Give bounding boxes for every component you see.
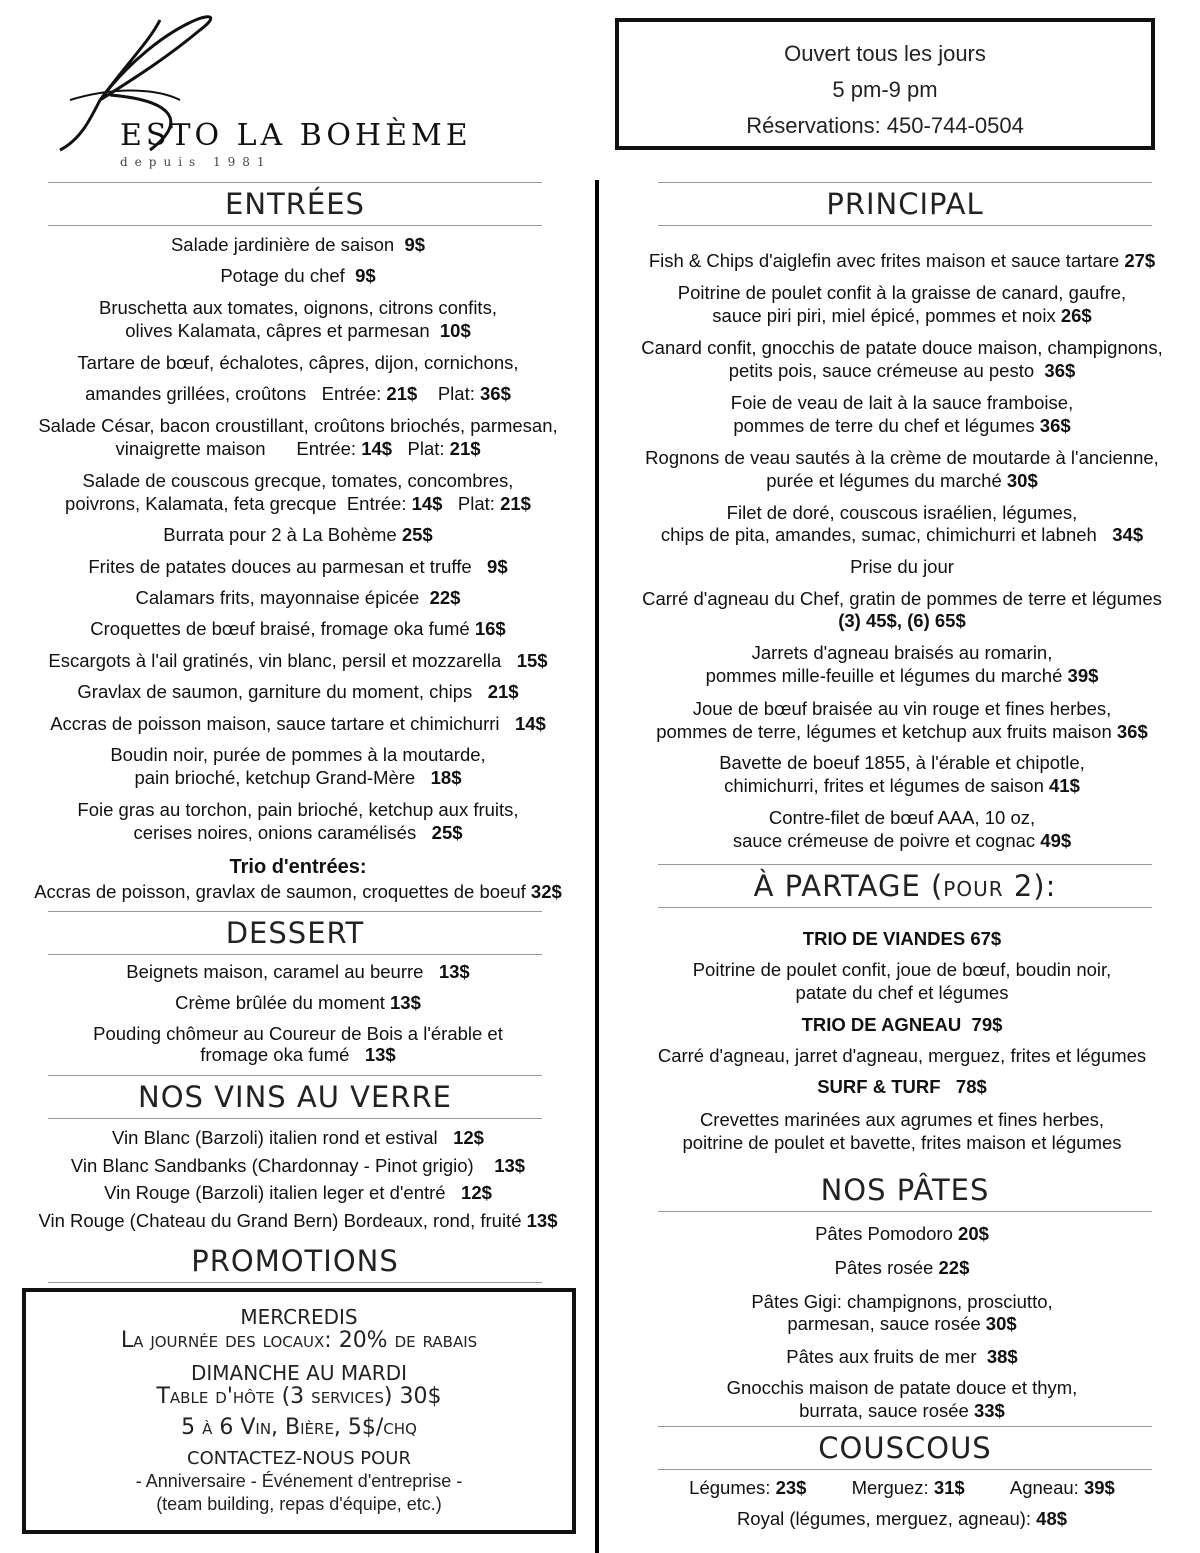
- item-price: 21$: [487, 681, 519, 702]
- item-price: 20$: [958, 1223, 989, 1244]
- item-desc: Pâtes Gigi: champignons, prosciutto,: [751, 1291, 1053, 1312]
- item-price: 25$: [401, 524, 433, 545]
- item-desc: Pâtes Pomodoro: [815, 1223, 959, 1244]
- menu-item: [604, 664, 1200, 687]
- item-desc: Gravlax de saumon, garniture du moment, chips: [77, 681, 488, 702]
- item-price: 21$: [500, 493, 531, 514]
- menu-item: [604, 1290, 1200, 1313]
- item-price: 49$: [1040, 830, 1072, 851]
- item-price: SURF & TURF 78$: [817, 1076, 987, 1097]
- item-price: 36$: [480, 383, 511, 404]
- item-desc: Bruschetta aux tomates, oignons, citrons confits,: [99, 297, 497, 318]
- item-price: 36$: [1039, 415, 1071, 436]
- item-desc: Fish & Chips d'aiglefin avec frites maison et sauce tartare: [648, 250, 1125, 271]
- item-desc: Accras de poisson maison, sauce tartare et chimichurri: [50, 713, 515, 734]
- item-price: 12$: [453, 1127, 484, 1148]
- item-price: 36$: [1116, 721, 1148, 742]
- menu-item: [0, 743, 596, 766]
- section-dessert: [48, 911, 542, 955]
- menu-item: [0, 437, 596, 460]
- item-desc: chimichurri, frites et légumes de saison: [724, 775, 1050, 796]
- item-desc: pommes mille-feuille et légumes du marché: [705, 665, 1068, 686]
- menu-item: [0, 649, 596, 672]
- item-desc: Crème brûlée du moment: [175, 992, 391, 1013]
- trio-line: [0, 880, 596, 903]
- item-price: 27$: [1124, 250, 1156, 271]
- menu-item: [604, 829, 1200, 852]
- menu-item: [0, 1209, 596, 1232]
- item-price: 22$: [938, 1257, 970, 1278]
- item-desc: Vin Blanc (Barzoli) italien rond et estival: [112, 1127, 454, 1148]
- item-price: 21$: [449, 438, 481, 459]
- menu-item: [0, 960, 596, 983]
- item-desc: Pouding chômeur au Coureur de Bois a l'érable et: [93, 1023, 503, 1044]
- trio-title: Trio d'entrées:: [229, 856, 367, 878]
- item-price: (3) 45$, (6) 65$: [838, 610, 966, 631]
- menu-item: [0, 617, 596, 640]
- couscous-line-2: [604, 1507, 1200, 1530]
- menu-item: [604, 446, 1200, 469]
- section-title: NOS VINS AU VERRE: [138, 1080, 452, 1114]
- item-price: 18$: [430, 767, 462, 788]
- logo-text: ESTO LA BOHÈME: [120, 118, 472, 153]
- item-desc: Calamars frits, mayonnaise épicée: [135, 587, 430, 608]
- item-price: 13$: [438, 961, 470, 982]
- item-desc: Salade jardinière de saison: [170, 234, 405, 255]
- logo-subtitle: depuis 1981: [120, 155, 272, 169]
- couscous-merguez-price: 31$: [933, 1477, 965, 1498]
- menu-item: [604, 1044, 1200, 1067]
- item-price: 36$: [1044, 360, 1076, 381]
- hours-reservations: Réservations: 450-744-0504: [746, 113, 1024, 138]
- item-desc: Prise du jour: [850, 556, 954, 577]
- item-price: 22$: [429, 587, 461, 608]
- item-desc: Plat:: [417, 383, 480, 404]
- menu-item: [604, 1345, 1200, 1368]
- item-price: TRIO DE AGNEAU 79$: [801, 1014, 1003, 1035]
- couscous-royal-price: 48$: [1036, 1508, 1068, 1529]
- restaurant-logo: [40, 0, 500, 178]
- menu-item: [0, 766, 596, 789]
- item-desc: Frites de patates douces au parmesan et truffe: [88, 556, 488, 577]
- item-price: 13$: [526, 1210, 558, 1231]
- menu-item: [604, 1222, 1200, 1245]
- menu-item: [0, 555, 596, 578]
- menu-item: [604, 1312, 1200, 1335]
- menu-item: [0, 382, 596, 405]
- item-desc: Vin Rouge (Chateau du Grand Bern) Bordeaux, rond, fruité: [38, 1210, 527, 1231]
- promotions-box: [22, 1288, 576, 1534]
- item-desc: Jarrets d'agneau braisés au romarin,: [751, 642, 1053, 663]
- promo-table-hote: Table d'hôte (3 services) 30$: [156, 1384, 442, 1409]
- couscous-legumes-price: 23$: [775, 1477, 807, 1498]
- menu-item: [0, 469, 596, 492]
- hours-box: [615, 18, 1155, 150]
- menu-item: [604, 1075, 1200, 1098]
- item-desc: sauce crémeuse de poivre et cognac: [732, 830, 1041, 851]
- menu-item: [604, 641, 1200, 664]
- menu-item: [0, 351, 596, 374]
- item-price: 30$: [1006, 470, 1038, 491]
- item-desc: Rognons de veau sautés à la crème de moutarde à l'ancienne,: [645, 447, 1159, 468]
- item-price: 38$: [986, 1346, 1018, 1367]
- menu-item: [604, 806, 1200, 829]
- item-desc: olives Kalamata, câpres et parmesan: [125, 320, 440, 341]
- item-desc: burrata, sauce rosée: [799, 1400, 974, 1421]
- item-desc: Burrata pour 2 à La Bohème: [163, 524, 402, 545]
- section-pates: [658, 1169, 1152, 1212]
- promo-locaux: La journée des locaux: 20% de rabais: [120, 1328, 478, 1353]
- item-price: 13$: [390, 992, 421, 1013]
- menu-item: [604, 359, 1200, 382]
- menu-item: [0, 1043, 596, 1066]
- item-price: 33$: [973, 1400, 1005, 1421]
- menu-item: [0, 991, 596, 1014]
- item-desc: Potage du chef: [220, 265, 356, 286]
- item-desc: cerises noires, onions caramélisés: [133, 822, 432, 843]
- menu-item: [0, 1022, 596, 1045]
- menu-item: [0, 712, 596, 735]
- section-title: PRINCIPAL: [826, 187, 984, 221]
- item-price: 9$: [487, 556, 508, 577]
- item-desc: pommes de terre du chef et légumes: [733, 415, 1040, 436]
- menu-item: [604, 774, 1200, 797]
- item-desc: Joue de bœuf braisée au vin rouge et fines herbes,: [692, 698, 1112, 719]
- item-desc: Vin Blanc Sandbanks (Chardonnay - Pinot grigio): [70, 1155, 495, 1176]
- item-price: 14$: [514, 713, 546, 734]
- couscous-agneau-price: 39$: [1083, 1477, 1115, 1498]
- item-price: 16$: [474, 618, 506, 639]
- section-vins: [48, 1075, 542, 1119]
- menu-item: [0, 233, 596, 256]
- menu-item: [604, 501, 1200, 524]
- menu-item: [604, 958, 1200, 981]
- item-price: 9$: [404, 234, 426, 255]
- couscous-merguez: Merguez:: [851, 1477, 934, 1498]
- item-desc: Canard confit, gnocchis de patate douce maison, champignons,: [641, 337, 1163, 358]
- item-price: TRIO DE VIANDES 67$: [802, 928, 1002, 949]
- item-desc: Foie gras au torchon, pain brioché, ketchup aux fruits,: [77, 799, 519, 820]
- menu-item: [604, 414, 1200, 437]
- item-desc: poitrine de poulet et bavette, frites maison et légumes: [682, 1132, 1122, 1153]
- menu-item: [0, 798, 596, 821]
- menu-item: [604, 981, 1200, 1004]
- item-price: 26$: [1060, 305, 1092, 326]
- menu-item: [604, 391, 1200, 414]
- item-desc: Bavette de boeuf 1855, à l'érable et chipotle,: [719, 752, 1085, 773]
- item-desc: pain brioché, ketchup Grand-Mère: [134, 767, 431, 788]
- menu-item: [604, 609, 1200, 632]
- item-desc: purée et légumes du marché: [766, 470, 1007, 491]
- item-desc: Poitrine de poulet confit, joue de bœuf, boudin noir,: [692, 959, 1112, 980]
- menu-item: [604, 1376, 1200, 1399]
- item-desc: Gnocchis maison de patate douce et thym,: [726, 1377, 1078, 1398]
- item-desc: patate du chef et légumes: [795, 982, 1009, 1003]
- section-couscous: [658, 1426, 1152, 1470]
- menu-item: [0, 414, 596, 437]
- menu-item: [604, 1108, 1200, 1131]
- item-price: 25$: [431, 822, 463, 843]
- item-desc: Tartare de bœuf, échalotes, câpres, dijon, cornichons,: [77, 352, 519, 373]
- menu-item: [604, 751, 1200, 774]
- item-desc: Pâtes rosée: [834, 1257, 939, 1278]
- item-price: 30$: [985, 1313, 1017, 1334]
- section-title: À PARTAGE (pour 2):: [753, 869, 1057, 903]
- couscous-royal: Royal (légumes, merguez, agneau):: [736, 1508, 1037, 1529]
- section-title: PROMOTIONS: [191, 1244, 399, 1278]
- menu-item: [0, 586, 596, 609]
- couscous-line-1: [604, 1476, 1200, 1499]
- item-price: 12$: [461, 1182, 492, 1203]
- item-desc: poivrons, Kalamata, feta grecque Entrée:: [65, 493, 412, 514]
- menu-item: [604, 720, 1200, 743]
- menu-item: [0, 319, 596, 342]
- couscous-legumes: Légumes:: [689, 1477, 776, 1498]
- item-price: 34$: [1112, 524, 1144, 545]
- trio-price: 32$: [530, 881, 562, 902]
- menu-item: [604, 697, 1200, 720]
- menu-item: [604, 249, 1200, 272]
- item-price: 41$: [1049, 775, 1080, 796]
- item-desc: sauce piri piri, miel épicé, pommes et noix: [712, 305, 1061, 326]
- menu-item: [0, 1154, 596, 1177]
- item-desc: Foie de veau de lait à la sauce framboise,: [730, 392, 1074, 413]
- item-desc: petits pois, sauce crémeuse au pesto: [728, 360, 1045, 381]
- menu-item: [604, 927, 1200, 950]
- menu-item: [604, 1131, 1200, 1154]
- section-entrees: [48, 182, 542, 226]
- promo-5a6: 5 à 6 Vin, Bière, 5$/chq: [181, 1415, 417, 1440]
- menu-item: [604, 1256, 1200, 1279]
- item-desc: Croquettes de bœuf braisé, fromage oka fumé: [90, 618, 475, 639]
- item-price: 14$: [411, 493, 443, 514]
- item-desc: Pâtes aux fruits de mer: [786, 1346, 987, 1367]
- item-desc: Carré d'agneau du Chef, gratin de pommes de terre et légumes: [642, 588, 1162, 609]
- promo-dimanche: DIMANCHE AU MARDI: [190, 1361, 407, 1385]
- menu-item: [0, 821, 596, 844]
- hours-open: Ouvert tous les jours: [784, 41, 986, 66]
- menu-item: [604, 523, 1200, 546]
- menu-item: [0, 1181, 596, 1204]
- item-desc: Crevettes marinées aux agrumes et fines herbes,: [699, 1109, 1105, 1130]
- trio-desc: Accras de poisson, gravlax de saumon, croquettes de boeuf: [34, 881, 531, 902]
- section-promotions: [48, 1240, 542, 1283]
- menu-item: [604, 1399, 1200, 1422]
- menu-item: [604, 469, 1200, 492]
- promo-events: - Anniversaire - Événement d'entreprise -: [135, 1471, 463, 1491]
- item-price: 14$: [361, 438, 393, 459]
- item-desc: Filet de doré, couscous israélien, légumes,: [726, 502, 1078, 523]
- promo-team: (team building, repas d'équipe, etc.): [156, 1494, 442, 1514]
- menu-item: [0, 264, 596, 287]
- item-desc: chips de pita, amandes, sumac, chimichurri et labneh: [660, 524, 1113, 545]
- item-desc: Boudin noir, purée de pommes à la moutarde,: [110, 744, 486, 765]
- item-desc: amandes grillées, croûtons Entrée:: [85, 383, 387, 404]
- item-price: 10$: [439, 320, 471, 341]
- section-title: NOS PÂTES: [820, 1173, 990, 1207]
- promo-mercredis: MERCREDIS: [240, 1305, 358, 1329]
- section-principal: [658, 182, 1152, 226]
- item-desc: parmesan, sauce rosée: [787, 1313, 986, 1334]
- item-desc: Escargots à l'ail gratinés, vin blanc, persil et mozzarella: [48, 650, 517, 671]
- item-desc: Carré d'agneau, jarret d'agneau, merguez, frites et légumes: [657, 1045, 1147, 1066]
- menu-item: [604, 281, 1200, 304]
- item-desc: Contre-filet de bœuf AAA, 10 oz,: [768, 807, 1036, 828]
- item-desc: Beignets maison, caramel au beurre: [126, 961, 439, 982]
- item-desc: Plat:: [392, 438, 450, 459]
- hours-time: 5 pm-9 pm: [832, 77, 938, 102]
- menu-item: [604, 1013, 1200, 1036]
- section-title: ENTRÉES: [225, 187, 365, 221]
- couscous-agneau: Agneau:: [1009, 1477, 1084, 1498]
- item-price: 13$: [494, 1155, 526, 1176]
- item-desc: Poitrine de poulet confit à la graisse de canard, gaufre,: [677, 282, 1127, 303]
- item-price: 9$: [355, 265, 376, 286]
- section-title: DESSERT: [225, 916, 365, 950]
- menu-item: [0, 296, 596, 319]
- menu-item: [604, 555, 1200, 578]
- menu-item: [0, 492, 596, 515]
- item-price: 21$: [386, 383, 418, 404]
- menu-item: [604, 336, 1200, 359]
- item-desc: fromage oka fumé: [200, 1044, 365, 1065]
- menu-item: [0, 1126, 596, 1149]
- item-desc: pommes de terre, légumes et ketchup aux fruits maison: [656, 721, 1117, 742]
- section-title: COUSCOUS: [818, 1431, 992, 1465]
- section-partage: [658, 864, 1152, 908]
- item-price: 39$: [1067, 665, 1099, 686]
- item-desc: Plat:: [442, 493, 501, 514]
- menu-item: [0, 680, 596, 703]
- promo-contact: CONTACTEZ-NOUS POUR: [187, 1448, 411, 1469]
- menu-item: [604, 587, 1200, 610]
- item-price: 15$: [516, 650, 548, 671]
- menu-item: [604, 304, 1200, 327]
- item-desc: Vin Rouge (Barzoli) italien leger et d'entré: [104, 1182, 462, 1203]
- item-desc: Salade de couscous grecque, tomates, concombres,: [82, 470, 514, 491]
- item-price: 13$: [364, 1044, 396, 1065]
- item-desc: vinaigrette maison Entrée:: [115, 438, 362, 459]
- item-desc: Salade César, bacon croustillant, croûtons briochés, parmesan,: [38, 415, 558, 436]
- menu-item: [0, 523, 596, 546]
